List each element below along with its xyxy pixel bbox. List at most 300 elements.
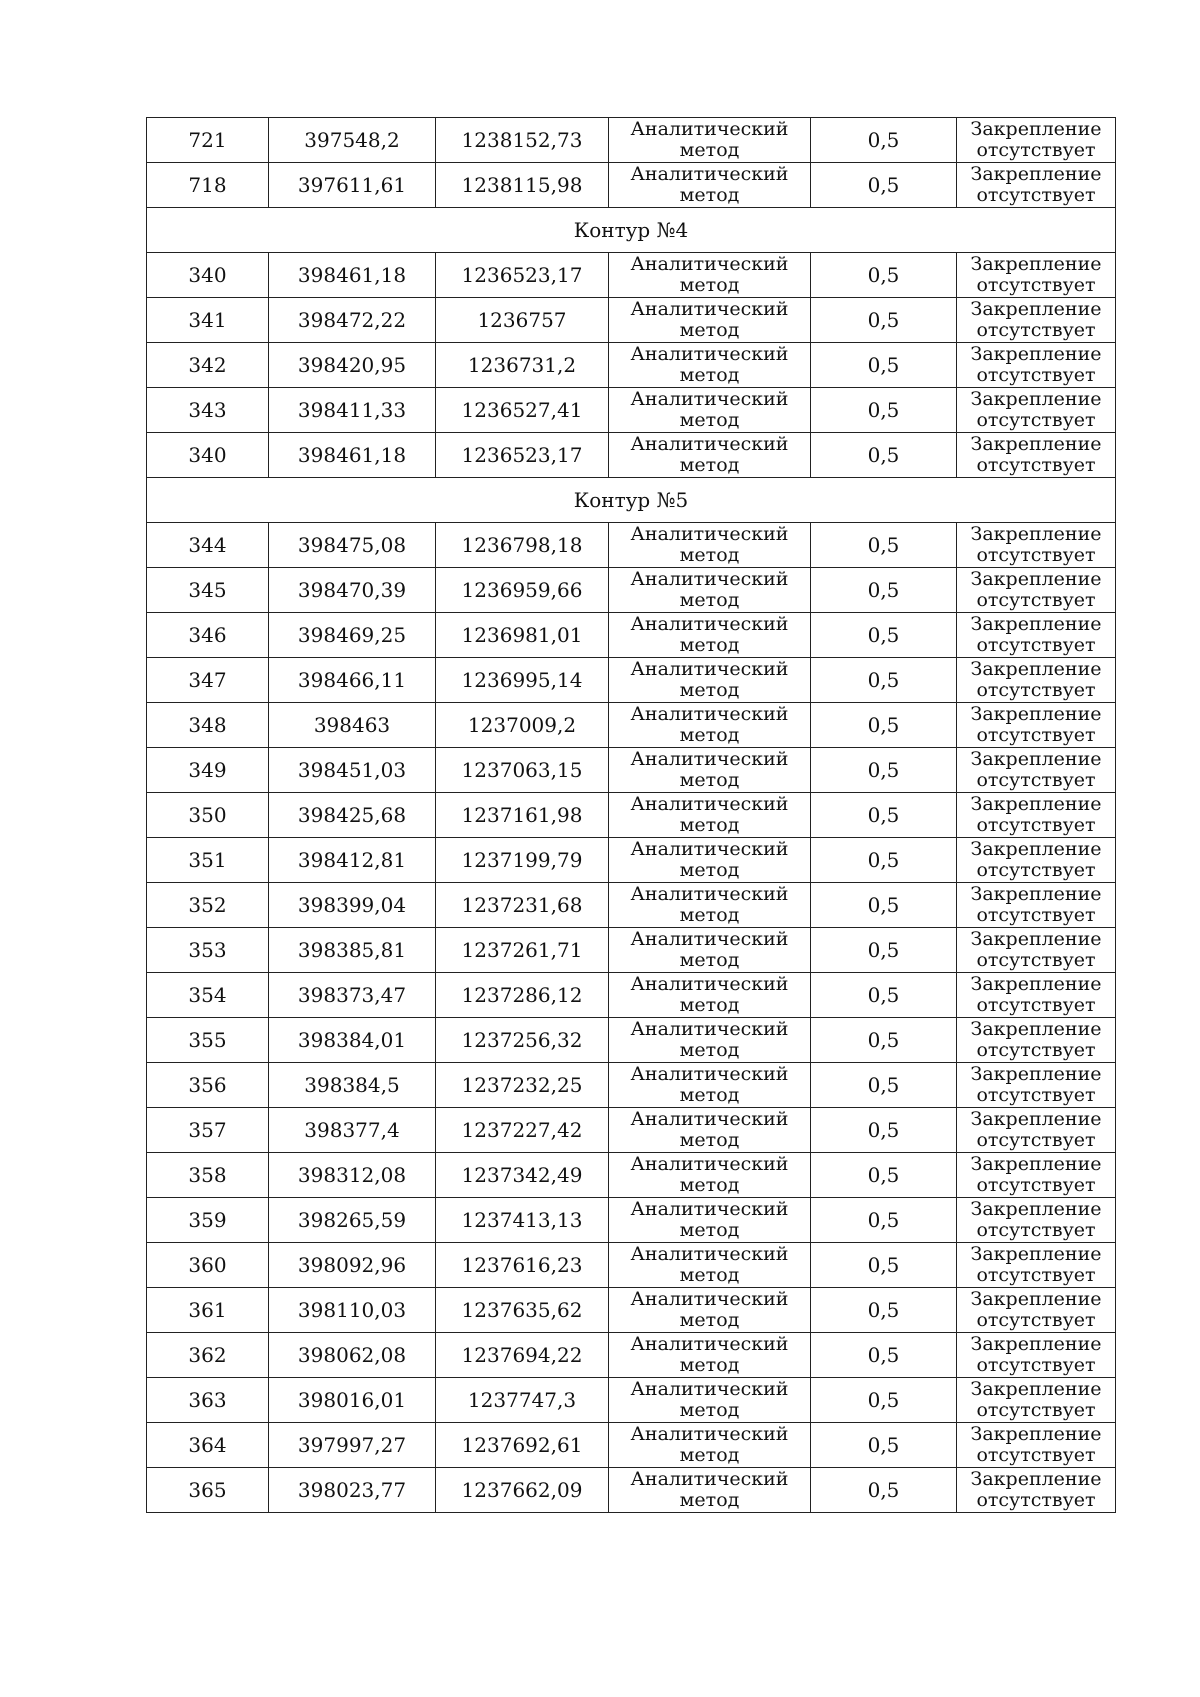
fixation-line-1: Закрепление [970, 973, 1102, 995]
method-line-2: метод [679, 904, 740, 926]
method-line-1: Аналитический [630, 433, 789, 455]
point-number-cell: 346 [147, 613, 269, 658]
fixation-cell [957, 388, 1116, 433]
coordinate-x-cell: 398384,5 [269, 1063, 436, 1108]
coordinate-y-cell: 1237692,61 [436, 1423, 609, 1468]
method-cell [609, 658, 811, 703]
fixation-line-1: Закрепление [970, 613, 1102, 635]
method-line-1: Аналитический [630, 1018, 789, 1040]
accuracy-cell: 0,5 [811, 163, 957, 208]
method-line-2: метод [679, 364, 740, 386]
point-number-cell: 348 [147, 703, 269, 748]
fixation-cell [957, 613, 1116, 658]
table-row [147, 613, 1116, 658]
point-number-cell: 352 [147, 883, 269, 928]
fixation-line-2: отсутствует [976, 769, 1096, 791]
coordinate-x-cell: 397611,61 [269, 163, 436, 208]
coordinate-y-cell: 1236757 [436, 298, 609, 343]
fixation-cell [957, 1018, 1116, 1063]
point-number-cell: 356 [147, 1063, 269, 1108]
fixation-cell [957, 1198, 1116, 1243]
coordinate-y-cell: 1237635,62 [436, 1288, 609, 1333]
contour-title: Контур №4 [147, 208, 1116, 253]
accuracy-cell: 0,5 [811, 568, 957, 613]
fixation-line-1: Закрепление [970, 1468, 1102, 1490]
method-cell [609, 118, 811, 163]
accuracy-cell: 0,5 [811, 793, 957, 838]
coordinate-y-cell: 1238152,73 [436, 118, 609, 163]
point-number-cell: 353 [147, 928, 269, 973]
fixation-line-1: Закрепление [970, 1153, 1102, 1175]
fixation-line-1: Закрепление [970, 253, 1102, 275]
coordinate-y-cell: 1236523,17 [436, 253, 609, 298]
method-line-2: метод [679, 1309, 740, 1331]
fixation-cell [957, 883, 1116, 928]
coordinate-x-cell: 397997,27 [269, 1423, 436, 1468]
fixation-cell [957, 1153, 1116, 1198]
method-line-2: метод [679, 724, 740, 746]
coordinate-y-cell: 1237261,71 [436, 928, 609, 973]
fixation-line-1: Закрепление [970, 1018, 1102, 1040]
table-row [147, 1333, 1116, 1378]
point-number-cell: 359 [147, 1198, 269, 1243]
method-cell [609, 883, 811, 928]
coordinate-x-cell: 398420,95 [269, 343, 436, 388]
method-cell [609, 838, 811, 883]
fixation-line-1: Закрепление [970, 793, 1102, 815]
method-line-2: метод [679, 769, 740, 791]
coordinate-x-cell: 398461,18 [269, 253, 436, 298]
method-cell [609, 1153, 811, 1198]
fixation-line-1: Закрепление [970, 118, 1102, 140]
fixation-line-1: Закрепление [970, 568, 1102, 590]
coordinate-x-cell: 398373,47 [269, 973, 436, 1018]
fixation-line-2: отсутствует [976, 1084, 1096, 1106]
point-number-cell: 363 [147, 1378, 269, 1423]
method-cell [609, 928, 811, 973]
table-row [147, 703, 1116, 748]
method-cell [609, 1333, 811, 1378]
method-line-2: метод [679, 454, 740, 476]
fixation-line-2: отсутствует [976, 1219, 1096, 1241]
method-cell [609, 703, 811, 748]
coordinate-y-cell: 1237747,3 [436, 1378, 609, 1423]
method-line-2: метод [679, 859, 740, 881]
fixation-line-1: Закрепление [970, 1378, 1102, 1400]
fixation-line-1: Закрепление [970, 523, 1102, 545]
method-line-2: метод [679, 1174, 740, 1196]
method-cell [609, 298, 811, 343]
fixation-cell [957, 928, 1116, 973]
coordinate-y-cell: 1237616,23 [436, 1243, 609, 1288]
coordinate-y-cell: 1236527,41 [436, 388, 609, 433]
coordinate-x-cell: 398470,39 [269, 568, 436, 613]
fixation-line-2: отсутствует [976, 544, 1096, 566]
fixation-cell [957, 1468, 1116, 1513]
fixation-line-1: Закрепление [970, 1243, 1102, 1265]
method-line-2: метод [679, 1129, 740, 1151]
coordinate-x-cell: 398463 [269, 703, 436, 748]
coordinate-y-cell: 1237227,42 [436, 1108, 609, 1153]
fixation-line-1: Закрепление [970, 928, 1102, 950]
fixation-cell [957, 1333, 1116, 1378]
contour-header-row [147, 208, 1116, 253]
coordinate-x-cell: 398110,03 [269, 1288, 436, 1333]
coordinates-table [146, 117, 1116, 1513]
coordinate-y-cell: 1237286,12 [436, 973, 609, 1018]
method-line-1: Аналитический [630, 388, 789, 410]
point-number-cell: 343 [147, 388, 269, 433]
fixation-line-2: отсутствует [976, 1354, 1096, 1376]
method-cell [609, 163, 811, 208]
point-number-cell: 358 [147, 1153, 269, 1198]
accuracy-cell: 0,5 [811, 883, 957, 928]
method-line-2: метод [679, 949, 740, 971]
method-line-2: метод [679, 1084, 740, 1106]
fixation-cell [957, 298, 1116, 343]
method-line-1: Аналитический [630, 1063, 789, 1085]
coordinate-x-cell: 398451,03 [269, 748, 436, 793]
table-row [147, 1108, 1116, 1153]
fixation-line-1: Закрепление [970, 343, 1102, 365]
method-cell [609, 568, 811, 613]
coordinate-y-cell: 1237199,79 [436, 838, 609, 883]
fixation-cell [957, 523, 1116, 568]
fixation-cell [957, 748, 1116, 793]
fixation-line-2: отсутствует [976, 994, 1096, 1016]
method-cell [609, 1423, 811, 1468]
accuracy-cell: 0,5 [811, 973, 957, 1018]
point-number-cell: 364 [147, 1423, 269, 1468]
coordinate-x-cell: 398265,59 [269, 1198, 436, 1243]
fixation-cell [957, 793, 1116, 838]
table-row [147, 163, 1116, 208]
fixation-line-2: отсутствует [976, 1174, 1096, 1196]
fixation-line-2: отсутствует [976, 454, 1096, 476]
method-line-1: Аналитический [630, 883, 789, 905]
accuracy-cell: 0,5 [811, 298, 957, 343]
method-line-1: Аналитический [630, 613, 789, 635]
table-row [147, 388, 1116, 433]
method-line-2: метод [679, 409, 740, 431]
coordinate-x-cell: 398312,08 [269, 1153, 436, 1198]
accuracy-cell: 0,5 [811, 928, 957, 973]
coordinate-x-cell: 398475,08 [269, 523, 436, 568]
fixation-cell [957, 973, 1116, 1018]
coordinate-x-cell: 398472,22 [269, 298, 436, 343]
method-line-1: Аналитический [630, 343, 789, 365]
point-number-cell: 341 [147, 298, 269, 343]
accuracy-cell: 0,5 [811, 523, 957, 568]
fixation-line-1: Закрепление [970, 1063, 1102, 1085]
method-cell [609, 1378, 811, 1423]
coordinate-x-cell: 398411,33 [269, 388, 436, 433]
fixation-line-2: отсутствует [976, 724, 1096, 746]
table-row [147, 1288, 1116, 1333]
fixation-line-2: отсутствует [976, 319, 1096, 341]
fixation-line-1: Закрепление [970, 658, 1102, 680]
accuracy-cell: 0,5 [811, 1378, 957, 1423]
fixation-cell [957, 658, 1116, 703]
fixation-line-2: отсутствует [976, 1039, 1096, 1061]
method-line-2: метод [679, 319, 740, 341]
fixation-line-1: Закрепление [970, 1333, 1102, 1355]
coordinate-x-cell: 398469,25 [269, 613, 436, 658]
method-line-1: Аналитический [630, 298, 789, 320]
method-cell [609, 1288, 811, 1333]
method-cell [609, 613, 811, 658]
fixation-line-1: Закрепление [970, 703, 1102, 725]
table-row [147, 523, 1116, 568]
accuracy-cell: 0,5 [811, 658, 957, 703]
fixation-cell [957, 838, 1116, 883]
fixation-line-2: отсутствует [976, 184, 1096, 206]
method-cell [609, 1108, 811, 1153]
coordinate-x-cell: 398461,18 [269, 433, 436, 478]
table-row [147, 1468, 1116, 1513]
fixation-line-2: отсутствует [976, 274, 1096, 296]
point-number-cell: 347 [147, 658, 269, 703]
coordinate-x-cell: 398062,08 [269, 1333, 436, 1378]
fixation-cell [957, 1378, 1116, 1423]
method-line-1: Аналитический [630, 1333, 789, 1355]
coordinate-y-cell: 1237161,98 [436, 793, 609, 838]
method-line-2: метод [679, 1219, 740, 1241]
point-number-cell: 357 [147, 1108, 269, 1153]
accuracy-cell: 0,5 [811, 1063, 957, 1108]
method-cell [609, 973, 811, 1018]
point-number-cell: 351 [147, 838, 269, 883]
method-cell [609, 1243, 811, 1288]
method-cell [609, 748, 811, 793]
table-row [147, 838, 1116, 883]
method-line-1: Аналитический [630, 163, 789, 185]
fixation-cell [957, 343, 1116, 388]
coordinate-y-cell: 1237694,22 [436, 1333, 609, 1378]
accuracy-cell: 0,5 [811, 1108, 957, 1153]
point-number-cell: 342 [147, 343, 269, 388]
accuracy-cell: 0,5 [811, 343, 957, 388]
fixation-cell [957, 118, 1116, 163]
method-line-2: метод [679, 1399, 740, 1421]
accuracy-cell: 0,5 [811, 1333, 957, 1378]
method-cell [609, 433, 811, 478]
coordinate-y-cell: 1236731,2 [436, 343, 609, 388]
method-line-2: метод [679, 1444, 740, 1466]
fixation-line-1: Закрепление [970, 433, 1102, 455]
point-number-cell: 361 [147, 1288, 269, 1333]
accuracy-cell: 0,5 [811, 1018, 957, 1063]
method-line-1: Аналитический [630, 523, 789, 545]
coordinate-x-cell: 398385,81 [269, 928, 436, 973]
coordinate-y-cell: 1237413,13 [436, 1198, 609, 1243]
fixation-line-2: отсутствует [976, 1309, 1096, 1331]
coordinate-y-cell: 1236995,14 [436, 658, 609, 703]
point-number-cell: 354 [147, 973, 269, 1018]
method-line-1: Аналитический [630, 1108, 789, 1130]
method-line-1: Аналитический [630, 928, 789, 950]
method-cell [609, 793, 811, 838]
coordinate-y-cell: 1238115,98 [436, 163, 609, 208]
table-row [147, 118, 1116, 163]
fixation-line-1: Закрепление [970, 748, 1102, 770]
table-row [147, 568, 1116, 613]
coordinates-table-body [147, 118, 1116, 1513]
fixation-line-2: отсутствует [976, 1264, 1096, 1286]
table-row [147, 928, 1116, 973]
method-line-2: метод [679, 814, 740, 836]
point-number-cell: 344 [147, 523, 269, 568]
accuracy-cell: 0,5 [811, 838, 957, 883]
method-line-2: метод [679, 1354, 740, 1376]
point-number-cell: 365 [147, 1468, 269, 1513]
table-row [147, 1063, 1116, 1108]
method-line-1: Аналитический [630, 1378, 789, 1400]
table-row [147, 793, 1116, 838]
coordinate-y-cell: 1236523,17 [436, 433, 609, 478]
point-number-cell: 355 [147, 1018, 269, 1063]
table-row [147, 343, 1116, 388]
fixation-line-2: отсутствует [976, 1129, 1096, 1151]
accuracy-cell: 0,5 [811, 1423, 957, 1468]
table-row [147, 253, 1116, 298]
coordinate-y-cell: 1237009,2 [436, 703, 609, 748]
method-cell [609, 1198, 811, 1243]
table-row [147, 1243, 1116, 1288]
coordinate-y-cell: 1236959,66 [436, 568, 609, 613]
fixation-line-1: Закрепление [970, 1423, 1102, 1445]
method-line-1: Аналитический [630, 658, 789, 680]
method-cell [609, 343, 811, 388]
point-number-cell: 721 [147, 118, 269, 163]
method-cell [609, 1063, 811, 1108]
method-line-1: Аналитический [630, 1423, 789, 1445]
method-cell [609, 388, 811, 433]
method-line-1: Аналитический [630, 838, 789, 860]
coordinate-x-cell: 398399,04 [269, 883, 436, 928]
fixation-line-2: отсутствует [976, 904, 1096, 926]
coordinate-y-cell: 1237256,32 [436, 1018, 609, 1063]
method-line-1: Аналитический [630, 1198, 789, 1220]
accuracy-cell: 0,5 [811, 388, 957, 433]
fixation-cell [957, 1423, 1116, 1468]
method-line-2: метод [679, 184, 740, 206]
fixation-line-2: отсутствует [976, 859, 1096, 881]
point-number-cell: 362 [147, 1333, 269, 1378]
method-line-2: метод [679, 634, 740, 656]
fixation-line-1: Закрепление [970, 388, 1102, 410]
fixation-line-2: отсутствует [976, 679, 1096, 701]
fixation-line-2: отсутствует [976, 1444, 1096, 1466]
fixation-line-2: отсутствует [976, 364, 1096, 386]
table-row [147, 433, 1116, 478]
fixation-line-1: Закрепление [970, 163, 1102, 185]
fixation-line-2: отсутствует [976, 409, 1096, 431]
contour-title: Контур №5 [147, 478, 1116, 523]
coordinate-y-cell: 1237231,68 [436, 883, 609, 928]
coordinate-x-cell: 397548,2 [269, 118, 436, 163]
method-cell [609, 523, 811, 568]
fixation-cell [957, 253, 1116, 298]
accuracy-cell: 0,5 [811, 1288, 957, 1333]
table-row [147, 658, 1116, 703]
coordinate-y-cell: 1237342,49 [436, 1153, 609, 1198]
method-line-2: метод [679, 1489, 740, 1511]
accuracy-cell: 0,5 [811, 1468, 957, 1513]
fixation-line-2: отсутствует [976, 1399, 1096, 1421]
accuracy-cell: 0,5 [811, 1153, 957, 1198]
method-line-2: метод [679, 679, 740, 701]
method-line-2: метод [679, 139, 740, 161]
coordinate-y-cell: 1237662,09 [436, 1468, 609, 1513]
fixation-line-1: Закрепление [970, 838, 1102, 860]
coordinate-x-cell: 398384,01 [269, 1018, 436, 1063]
fixation-cell [957, 568, 1116, 613]
fixation-line-2: отсутствует [976, 949, 1096, 971]
method-line-1: Аналитический [630, 748, 789, 770]
fixation-line-2: отсутствует [976, 589, 1096, 611]
coordinate-x-cell: 398023,77 [269, 1468, 436, 1513]
method-line-1: Аналитический [630, 703, 789, 725]
coordinate-x-cell: 398425,68 [269, 793, 436, 838]
coordinate-y-cell: 1236798,18 [436, 523, 609, 568]
accuracy-cell: 0,5 [811, 433, 957, 478]
fixation-cell [957, 1288, 1116, 1333]
method-line-1: Аналитический [630, 1468, 789, 1490]
accuracy-cell: 0,5 [811, 703, 957, 748]
method-line-1: Аналитический [630, 1288, 789, 1310]
method-line-2: метод [679, 1039, 740, 1061]
fixation-cell [957, 433, 1116, 478]
point-number-cell: 345 [147, 568, 269, 613]
method-line-1: Аналитический [630, 118, 789, 140]
method-cell [609, 253, 811, 298]
method-line-2: метод [679, 589, 740, 611]
coordinate-y-cell: 1237063,15 [436, 748, 609, 793]
fixation-line-1: Закрепление [970, 1108, 1102, 1130]
coordinate-x-cell: 398412,81 [269, 838, 436, 883]
fixation-line-1: Закрепление [970, 883, 1102, 905]
fixation-cell [957, 1243, 1116, 1288]
point-number-cell: 360 [147, 1243, 269, 1288]
fixation-line-1: Закрепление [970, 1198, 1102, 1220]
coordinate-x-cell: 398377,4 [269, 1108, 436, 1153]
table-row [147, 1153, 1116, 1198]
point-number-cell: 718 [147, 163, 269, 208]
method-line-2: метод [679, 994, 740, 1016]
method-line-2: метод [679, 274, 740, 296]
method-line-1: Аналитический [630, 1243, 789, 1265]
fixation-cell [957, 163, 1116, 208]
method-cell [609, 1018, 811, 1063]
fixation-line-2: отсутствует [976, 1489, 1096, 1511]
fixation-line-2: отсутствует [976, 814, 1096, 836]
method-line-2: метод [679, 1264, 740, 1286]
method-line-1: Аналитический [630, 973, 789, 995]
fixation-cell [957, 1108, 1116, 1153]
accuracy-cell: 0,5 [811, 613, 957, 658]
table-row [147, 1423, 1116, 1468]
point-number-cell: 350 [147, 793, 269, 838]
coordinate-y-cell: 1237232,25 [436, 1063, 609, 1108]
method-line-1: Аналитический [630, 253, 789, 275]
table-row [147, 973, 1116, 1018]
fixation-line-2: отсутствует [976, 139, 1096, 161]
table-row [147, 1198, 1116, 1243]
method-line-1: Аналитический [630, 568, 789, 590]
fixation-line-2: отсутствует [976, 634, 1096, 656]
table-row [147, 748, 1116, 793]
